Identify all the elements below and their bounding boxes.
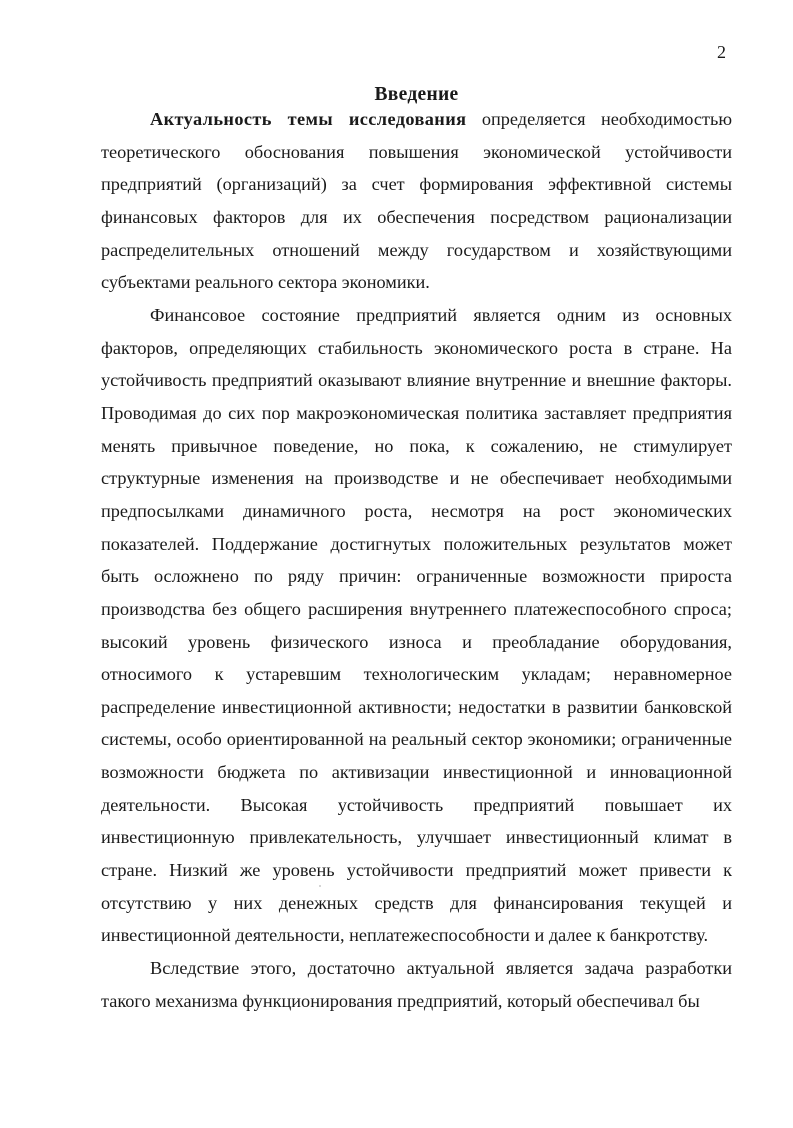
page-number: 2 xyxy=(717,42,726,62)
page-title: Введение xyxy=(374,84,459,106)
document-body xyxy=(101,103,732,1017)
scan-speck xyxy=(319,885,321,887)
relevance-text: определяется необходимостью теоретического обоснования повышения экономической устойчивости предприятий (организаций) за счет формирования эффективной системы финансовых факторов для их обеспечения посредством рационализации распределительных отношений между государством и хозяйствующими субъектами реального сектора экономики. xyxy=(101,109,732,293)
paragraph-relevance xyxy=(101,103,732,299)
paragraph-financial-state: Финансовое состояние предприятий является одним из основных факторов, определяющих стабильность экономического роста в стране. На устойчивость предприятий оказывают влияние внутренние и внешние факторы. Проводимая до сих пор макроэкономическая политика заставляет предприятия менять привычное поведение, но пока, к сожалению, не стимулирует структурные изменения на производстве и не обеспечивает необходимыми предпосылками динамичного роста, несмотря на рост экономических показателей. Поддержание достигнутых положительных результатов может быть осложнено по ряду причин: ограниченные возможности прироста производства без общего расширения внутреннего платежеспособного спроса; высокий уровень физического износа и преобладание оборудования, относимого к устаревшим технологическим укладам; неравномерное распределение инвестиционной активности; недостатки в развитии банковской системы, особо ориентированной на реальный сектор экономики; ограниченные возможности бюджета по активизации инвестиционной и инновационной деятельности. Высокая устойчивость предприятий повышает их инвестиционную привлекательность, улучшает инвестиционный климат в стране. Низкий же уровень устойчивости предприятий может привести к отсутствию у них денежных средств для финансирования текущей и инвестиционной деятельности, неплатежеспособности и далее к банкротству. xyxy=(101,304,732,946)
paragraph-consequence: Вследствие этого, достаточно актуальной является задача разработки такого механизма функционирования предприятий, который обеспечивал бы xyxy=(101,958,732,1011)
relevance-lead-term: Актуальность темы исследования xyxy=(150,109,467,129)
